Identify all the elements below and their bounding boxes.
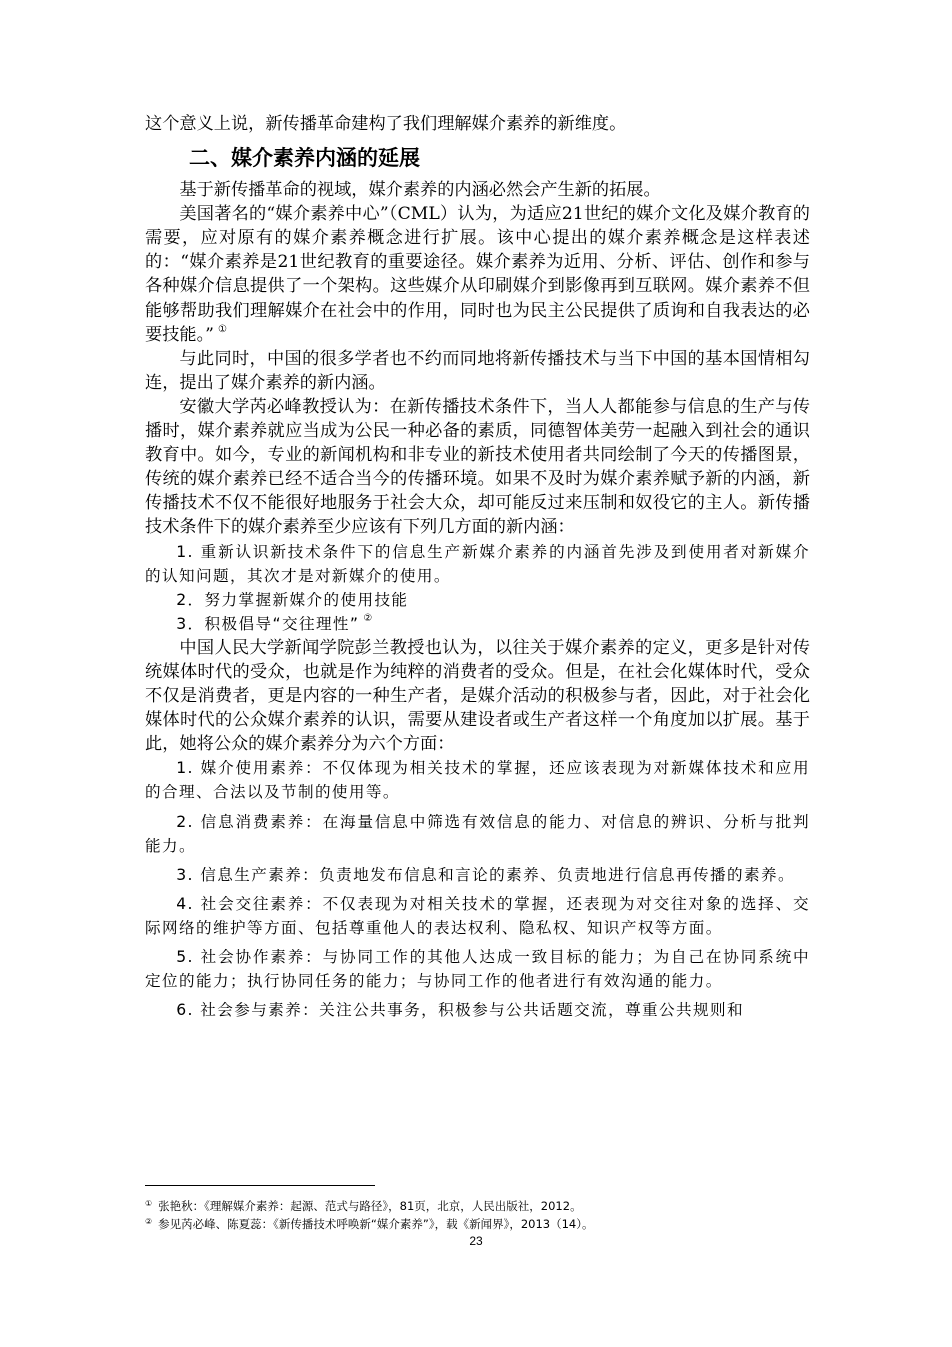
footnote-2 (145, 1214, 810, 1232)
footnote-1-mark: ① (145, 1199, 153, 1208)
paragraph-chinese-scholars: 与此同时，中国的很多学者也不约而同地将新传播技术与当下中国的基本国情相勾连，提出了媒介素养的新内涵。 (145, 348, 810, 393)
paragraph-rui-bifeng: 安徽大学芮必峰教授认为：在新传播技术条件下，当人人都能参与信息的生产与传播时，媒介素养就应当成为公民一种必备的素质，同德智体美劳一起融入到社会的通识教育中。如今，专业的新闻机构和非专业的新技术使用者共同绘制了今天的传播图景，传统的媒介素养已经不适合当今的传播环境。如果不及时为媒介素养赋予新的内涵，新传播技术不仅不能很好地服务于社会大众，却可能反过来压制和奴役它的主人。新传播技术条件下的媒介素养至少应该有下列几方面的新内涵： (145, 396, 810, 538)
list-item (145, 612, 810, 636)
paragraph-cml-text: 美国著名的“媒介素养中心”（CML）认为，为适应21世纪的媒介文化及媒介教育的需要，应对原有的媒介素养概念进行扩展。该中心提出的媒介素养概念是这样表述的：“媒介素养是21世纪教育的重要途径。媒介素养为近用、分析、评估、创作和参与各种媒介信息提供了一个架构。这些媒介从印刷媒介到影像再到互联网。媒介素养不但能够帮助我们理解媒介在社会中的作用，同时也为民主公民提供了质询和自我表达的必要技能。” (145, 204, 810, 345)
footnote-ref-1[interactable]: ① (217, 323, 227, 335)
footnote-1 (145, 1196, 810, 1214)
page-number: 23 (469, 1234, 483, 1248)
list-item: 2. 信息消费素养：在海量信息中筛选有效信息的能力、对信息的辨识、分析与批判能力。 (145, 812, 810, 855)
list-item: 5. 社会协作素养：与协同工作的其他人达成一致目标的能力；为自己在协同系统中定位的能力；执行协同任务的能力；与协同工作的他者进行有效沟通的能力。 (145, 948, 810, 991)
list-item: 6. 社会参与素养：关注公共事务，积极参与公共话题交流，尊重公共规则和 (176, 1001, 745, 1020)
list-item: 2．努力掌握新媒介的使用技能 (176, 590, 409, 609)
list-item: 4. 社会交往素养：不仅表现为对相关技术的掌握，还表现为对交往对象的选择、交际网络的维护等方面、包括尊重他人的表达权利、隐私权、知识产权等方面。 (145, 894, 810, 937)
list-item: 1. 媒介使用素养：不仅体现为相关技术的掌握，还应该表现为对新媒体技术和应用的合理、合法以及节制的使用等。 (145, 759, 810, 802)
paragraph-cml (145, 202, 810, 347)
footnote-2-mark: ② (145, 1217, 153, 1226)
paragraph-peng-lan: 中国人民大学新闻学院彭兰教授也认为，以往关于媒介素养的定义，更多是针对传统媒体时代的受众，也就是作为纯粹的消费者的受众。但是，在社会化媒体时代，受众不仅是消费者，更是内容的一种生产者，是媒介活动的积极参与者，因此，对于社会化媒体时代的公众媒介素养的认识，需要从建设者或生产者这样一个角度加以扩展。基于此，她将公众的媒介素养分为六个方面： (145, 637, 810, 755)
list-new-connotations (145, 540, 810, 636)
paragraph-intro: 基于新传播革命的视域，媒介素养的内涵必然会产生新的拓展。 (179, 180, 661, 201)
paragraph-continued: 这个意义上说，新传播革命建构了我们理解媒介素养的新维度。 (145, 114, 627, 134)
footnotes (145, 1196, 810, 1232)
footnote-divider (145, 1185, 375, 1186)
footnote-1-text: 张艳秋：《理解媒介素养：起源、范式与路径》，81页，北京，人民出版社，2012。 (158, 1199, 582, 1213)
footnote-2-text: 参见芮必峰、陈夏蕊：《新传播技术呼唤新“媒介素养”》，载《新闻界》，2013（14）。 (158, 1217, 594, 1231)
footnote-ref-2[interactable]: ② (363, 612, 374, 624)
list-item-text: 3．积极倡导“交往理性” (176, 614, 360, 633)
page-body (145, 112, 810, 1027)
list-item: 1. 重新认识新技术条件下的信息生产新媒介素养的内涵首先涉及到使用者对新媒介的认知问题，其次才是对新媒介的使用。 (145, 542, 810, 585)
section-heading: 二、媒介素养内涵的延展 (189, 146, 420, 171)
list-item: 3. 信息生产素养：负责地发布信息和言论的素养、负责地进行信息再传播的素养。 (176, 865, 796, 884)
list-six-literacies (145, 756, 810, 1022)
